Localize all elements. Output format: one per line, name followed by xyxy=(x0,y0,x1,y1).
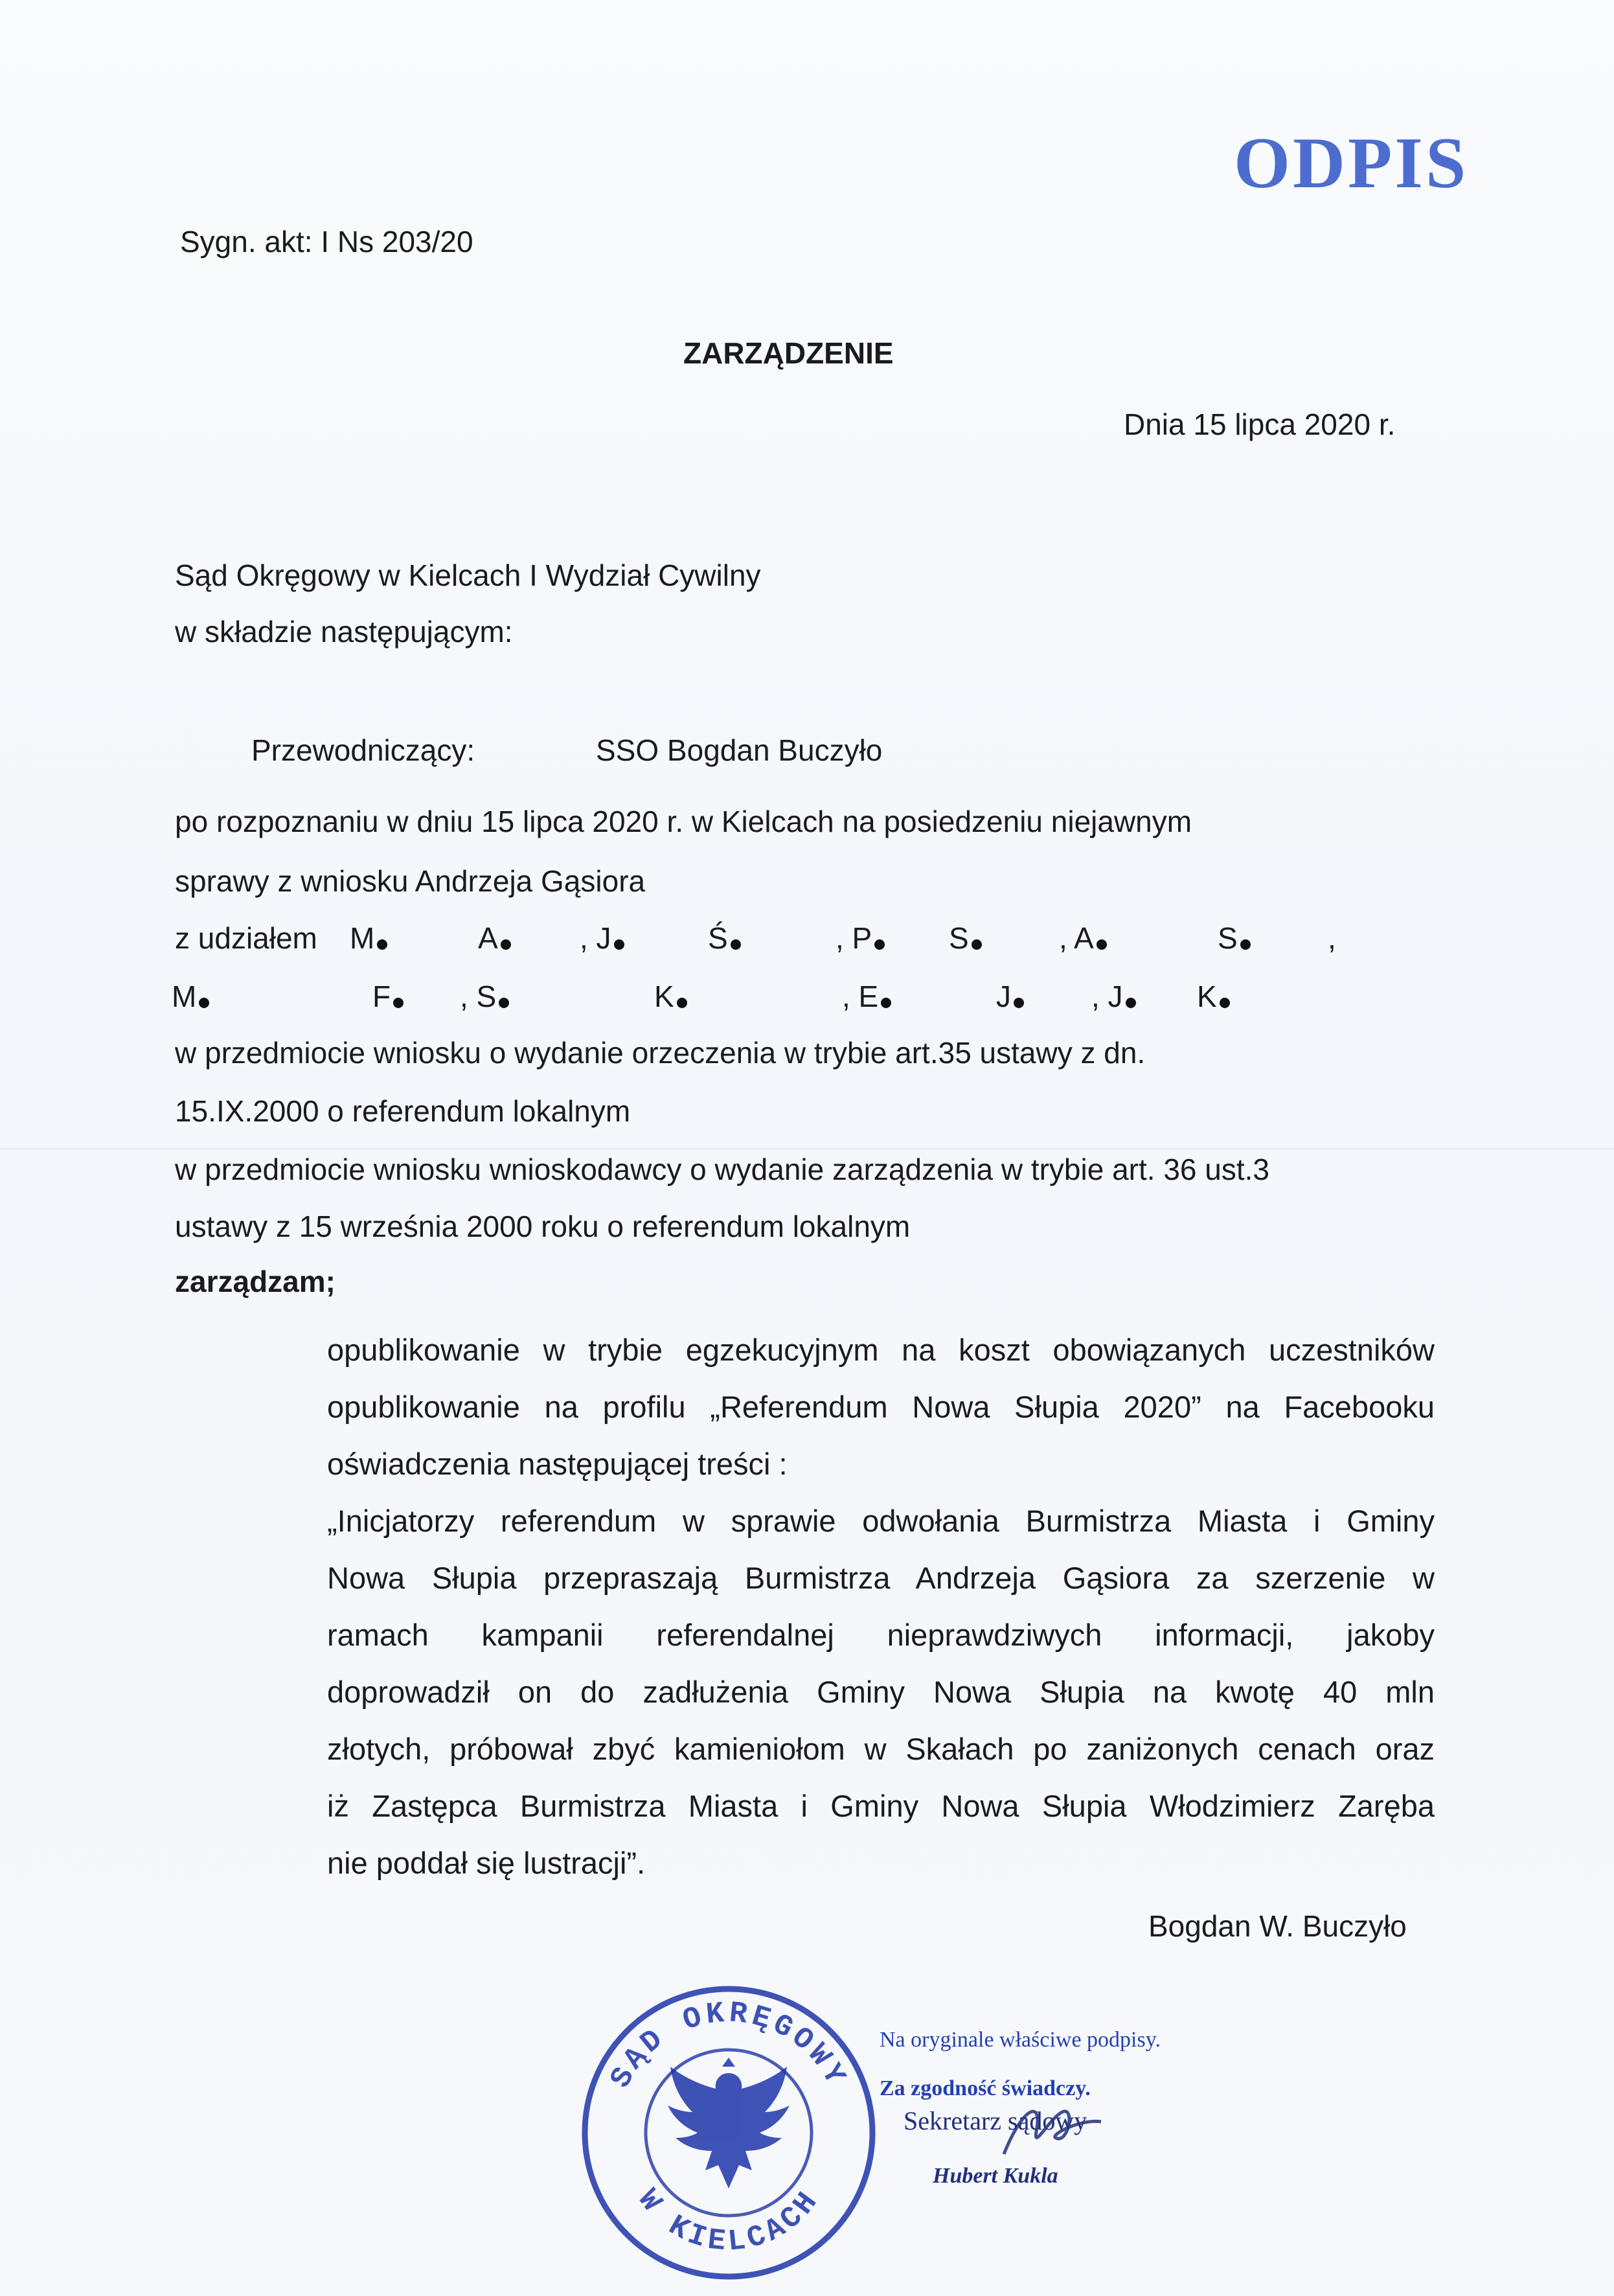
participant-initial: K xyxy=(1197,982,1230,1011)
hearing-line-1: po rozpoznaniu w dniu 15 lipca 2020 r. w Kielcach na posiedzeniu niejawnym xyxy=(175,805,1192,838)
participant-initial: A xyxy=(478,923,511,953)
order-line: doprowadził on do zadłużenia Gminy Nowa Słupia na kwotę 40 mln xyxy=(327,1675,1435,1709)
court-composition: w składzie następującym: xyxy=(175,615,513,649)
redaction-dot xyxy=(377,939,387,950)
participant-initial: M xyxy=(350,923,387,953)
participant-initial: , J xyxy=(580,923,624,953)
seal-text-top: SĄD OKRĘGOWY xyxy=(604,1996,854,2094)
participant-initial: , E xyxy=(842,982,891,1011)
document-date: Dnia 15 lipca 2020 r. xyxy=(1124,408,1396,441)
certification-line-4: Hubert Kukla xyxy=(933,2164,1058,2188)
certification-line-2: Za zgodność świadczy. xyxy=(880,2076,1091,2100)
paper-crease xyxy=(0,1147,1614,1151)
redaction-dot xyxy=(501,939,511,950)
redaction-dot xyxy=(1240,939,1251,950)
subject-line-2: 15.IX.2000 o referendum lokalnym xyxy=(175,1094,631,1128)
participant-initial: , J xyxy=(1091,982,1136,1011)
participants-prefix: z udziałem xyxy=(175,921,317,955)
order-line: nie poddał się lustracji”. xyxy=(327,1846,646,1880)
order-line: złotych, próbował zbyć kamieniołom w Skałach po zaniżonych cenach oraz xyxy=(327,1732,1435,1766)
order-line: ramach kampanii referendalnej nieprawdziwych informacji, jakoby xyxy=(327,1618,1435,1652)
redaction-dot xyxy=(1097,939,1107,950)
order-line: iż Zastępca Burmistrza Miasta i Gminy Nowa Słupia Włodzimierz Zaręba xyxy=(327,1789,1435,1823)
participant-initial: S xyxy=(1218,923,1251,953)
redaction-dot xyxy=(881,998,891,1008)
secretary-signature-icon xyxy=(997,2093,1108,2170)
subject2-line-1: w przedmiocie wniosku wnioskodawcy o wydanie zarządzenia w trybie art. 36 ust.3 xyxy=(175,1153,1270,1186)
chair-label: Przewodniczący: xyxy=(251,733,475,767)
participant-separator: , xyxy=(1328,921,1336,955)
participant-initial: Ś xyxy=(708,923,741,953)
case-reference: Sygn. akt: I Ns 203/20 xyxy=(180,225,473,258)
redaction-dot xyxy=(199,998,209,1008)
hearing-line-2: sprawy z wniosku Andrzeja Gąsiora xyxy=(175,864,646,898)
court-seal xyxy=(578,1982,880,2284)
order-text xyxy=(327,1322,1435,1892)
redaction-dot xyxy=(1126,998,1136,1008)
redaction-dot xyxy=(499,998,509,1008)
svg-text:W KIELCACH xyxy=(630,2183,826,2259)
redaction-dot xyxy=(731,939,741,950)
redaction-dot xyxy=(393,998,404,1008)
order-line: oświadczenia następującej treści : xyxy=(327,1447,788,1481)
participant-initial: F xyxy=(372,982,404,1011)
participant-initial: , A xyxy=(1059,923,1107,953)
redaction-dot xyxy=(1220,998,1230,1008)
court-name: Sąd Okręgowy w Kielcach I Wydział Cywilny xyxy=(175,558,761,592)
order-line: „Inicjatorzy referendum w sprawie odwołania Burmistrza Miasta i Gminy xyxy=(327,1504,1435,1538)
order-word: zarządzam; xyxy=(175,1265,335,1298)
seal-text-bottom: W KIELCACH xyxy=(630,2183,827,2259)
participant-initial: M xyxy=(172,982,209,1011)
judge-signature: Bogdan W. Buczyło xyxy=(1148,1909,1407,1943)
subject-line-1: w przedmiocie wniosku o wydanie orzeczenia w trybie art.35 ustawy z dn. xyxy=(175,1036,1146,1070)
order-line: Nowa Słupia przepraszają Burmistrza Andrzeja Gąsiora za szerzenie w xyxy=(327,1561,1435,1595)
redaction-dot xyxy=(1014,998,1024,1008)
redaction-dot xyxy=(614,939,624,950)
participant-initial: J xyxy=(996,982,1024,1011)
certification-line-3: Sekretarz sądowy xyxy=(904,2106,1087,2135)
certification-line-1: Na oryginale właściwe podpisy. xyxy=(880,2028,1161,2052)
order-line: opublikowanie w trybie egzekucyjnym na koszt obowiązanych uczestników xyxy=(327,1333,1435,1367)
participant-initial: , P xyxy=(835,923,885,953)
participant-initial: , S xyxy=(460,982,509,1011)
eagle-emblem-icon xyxy=(668,2058,790,2188)
odpis-stamp: ODPIS xyxy=(1234,123,1469,203)
order-line: opublikowanie na profilu „Referendum Nowa Słupia 2020” na Facebooku xyxy=(327,1390,1435,1424)
participant-initial: S xyxy=(949,923,982,953)
redaction-dot xyxy=(677,998,687,1008)
participant-initial: K xyxy=(654,982,687,1011)
document-title: ZARZĄDZENIE xyxy=(683,336,894,370)
subject2-line-2: ustawy z 15 września 2000 roku o referendum lokalnym xyxy=(175,1210,911,1243)
redaction-dot xyxy=(972,939,982,950)
redaction-dot xyxy=(874,939,885,950)
chair-name: SSO Bogdan Buczyło xyxy=(596,733,883,767)
